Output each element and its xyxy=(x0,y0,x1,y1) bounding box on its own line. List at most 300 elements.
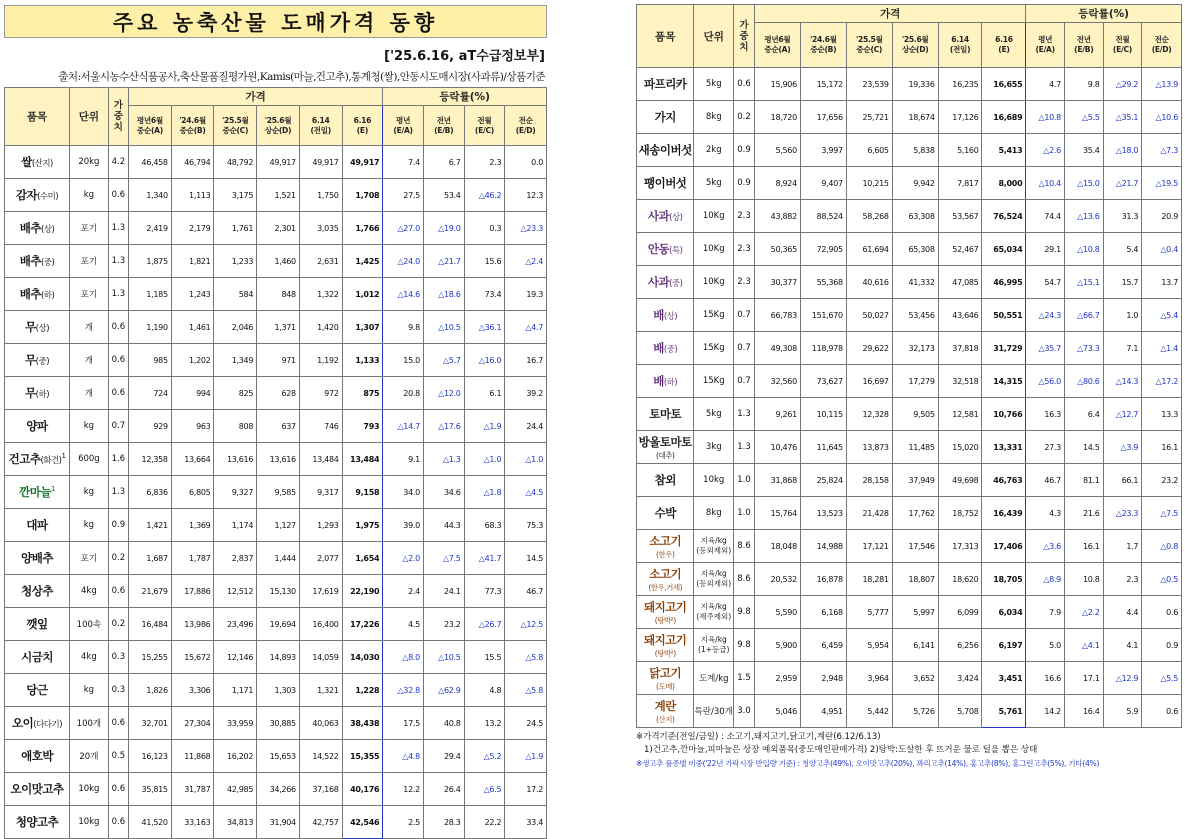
item-grade: (다다기) xyxy=(33,720,63,730)
item-unit: 5kg xyxy=(694,398,734,431)
rate-value: △1.9 xyxy=(464,410,505,443)
price-value: 2,419 xyxy=(129,212,172,245)
price-value: 5,777 xyxy=(846,596,892,629)
price-value: 25,721 xyxy=(846,101,892,134)
rate-value: 16.3 xyxy=(1026,398,1065,431)
item-grade: (하) xyxy=(663,378,678,388)
item-name xyxy=(5,476,70,509)
price-current: 46,995 xyxy=(982,266,1026,299)
header-price-group: 가격 xyxy=(754,5,1025,23)
item-label: 청상추 xyxy=(21,584,53,598)
item-label: 무 xyxy=(25,386,36,400)
rate-value: △10.6 xyxy=(1142,101,1182,134)
item-unit: 개 xyxy=(70,344,109,377)
price-value: 6,459 xyxy=(800,629,846,662)
price-value: 16,878 xyxy=(800,563,846,596)
rate-value: 68.3 xyxy=(464,509,505,542)
price-value: 11,485 xyxy=(892,431,938,464)
item-weight: 9.8 xyxy=(734,629,755,662)
price-value: 9,261 xyxy=(754,398,800,431)
item-name xyxy=(637,266,694,299)
price-value: 16,400 xyxy=(299,608,342,641)
item-label: 시금치 xyxy=(21,650,53,664)
table-row xyxy=(637,266,1182,299)
rate-value: 34.0 xyxy=(383,476,424,509)
price-value: 3,997 xyxy=(800,134,846,167)
item-name xyxy=(5,641,70,674)
price-value: 61,694 xyxy=(846,233,892,266)
rate-value: 66.1 xyxy=(1103,464,1142,497)
rate-value: △12.9 xyxy=(1103,662,1142,695)
price-value: 825 xyxy=(214,377,257,410)
table-row xyxy=(637,464,1182,497)
price-value: 2,631 xyxy=(299,245,342,278)
table-row xyxy=(5,575,547,608)
item-unit: 10Kg xyxy=(694,233,734,266)
price-value: 1,349 xyxy=(214,344,257,377)
price-value: 65,308 xyxy=(892,233,938,266)
price-value: 10,476 xyxy=(754,431,800,464)
price-value: 43,882 xyxy=(754,200,800,233)
price-value: 50,365 xyxy=(754,233,800,266)
item-label: 청양고추 xyxy=(15,815,59,829)
rate-value: △14.6 xyxy=(383,278,424,311)
rate-value: △5.5 xyxy=(1142,662,1182,695)
rate-value: 16.4 xyxy=(1064,695,1103,728)
table-row xyxy=(637,233,1182,266)
rate-value: 2.3 xyxy=(464,146,505,179)
rate-value: 4.3 xyxy=(1026,497,1065,530)
rate-value: △18.0 xyxy=(1103,134,1142,167)
page-title: 주요 농축산물 도매가격 동향 xyxy=(4,5,547,38)
rate-value: △0.5 xyxy=(1142,563,1182,596)
price-value: 3,424 xyxy=(938,662,982,695)
price-value: 5,160 xyxy=(938,134,982,167)
table-row xyxy=(637,299,1182,332)
price-value: 4,951 xyxy=(800,695,846,728)
rate-value: 7.4 xyxy=(383,146,424,179)
rate-value: 29.1 xyxy=(1026,233,1065,266)
table-row xyxy=(637,497,1182,530)
item-unit: 20kg xyxy=(70,146,109,179)
item-name xyxy=(5,278,70,311)
rate-value: 35.4 xyxy=(1064,134,1103,167)
rate-value: 17.1 xyxy=(1064,662,1103,695)
item-weight: 0.9 xyxy=(108,509,128,542)
price-value: 5,708 xyxy=(938,695,982,728)
rate-value: 20.8 xyxy=(383,377,424,410)
item-weight: 0.3 xyxy=(108,674,128,707)
item-weight: 0.6 xyxy=(108,311,128,344)
header-rate-col: 평년 (E/A) xyxy=(1026,23,1065,68)
item-grade: (수미) xyxy=(37,192,59,202)
price-value: 13,616 xyxy=(257,443,300,476)
item-weight: 0.7 xyxy=(734,365,755,398)
price-value: 33,959 xyxy=(214,707,257,740)
table-row xyxy=(5,146,547,179)
price-value: 42,985 xyxy=(214,773,257,806)
price-value: 12,328 xyxy=(846,398,892,431)
price-current: 793 xyxy=(342,410,383,443)
rate-value: 9.8 xyxy=(383,311,424,344)
rate-value: △1.4 xyxy=(1142,332,1182,365)
table-row xyxy=(5,443,547,476)
item-name xyxy=(637,200,694,233)
table-row xyxy=(637,365,1182,398)
rate-value: △5.7 xyxy=(423,344,464,377)
price-current: 15,355 xyxy=(342,740,383,773)
price-value: 9,317 xyxy=(299,476,342,509)
item-weight: 1.3 xyxy=(108,212,128,245)
price-value: 19,694 xyxy=(257,608,300,641)
item-weight: 1.6 xyxy=(108,443,128,476)
table-row xyxy=(5,674,547,707)
table-row xyxy=(637,332,1182,365)
rate-value: 7.1 xyxy=(1103,332,1142,365)
item-label: 사과 xyxy=(647,209,670,223)
item-weight: 0.6 xyxy=(108,377,128,410)
price-value: 16,235 xyxy=(938,68,982,101)
price-value: 13,986 xyxy=(171,608,214,641)
item-unit: 개 xyxy=(70,311,109,344)
table-row xyxy=(5,608,547,641)
price-value: 55,368 xyxy=(800,266,846,299)
footnote-marker: 1 xyxy=(50,485,55,494)
price-current: 10,766 xyxy=(982,398,1026,431)
item-label: 대파 xyxy=(26,518,48,532)
price-value: 32,701 xyxy=(129,707,172,740)
item-unit: 10Kg xyxy=(694,266,734,299)
rate-value: △62.9 xyxy=(423,674,464,707)
price-value: 1,371 xyxy=(257,311,300,344)
rate-value: 33.4 xyxy=(505,806,547,839)
rate-value: △32.8 xyxy=(383,674,424,707)
table-row xyxy=(637,563,1182,596)
item-name xyxy=(5,146,70,179)
price-value: 13,873 xyxy=(846,431,892,464)
rate-value: 46.7 xyxy=(505,575,547,608)
rate-value: 77.3 xyxy=(464,575,505,608)
price-value: 628 xyxy=(257,377,300,410)
table-row xyxy=(5,707,547,740)
price-value: 15,906 xyxy=(754,68,800,101)
price-value: 14,522 xyxy=(299,740,342,773)
rate-value: 24.1 xyxy=(423,575,464,608)
item-name xyxy=(637,662,694,695)
item-name xyxy=(637,332,694,365)
rate-value: 13.7 xyxy=(1142,266,1182,299)
price-value: 1,521 xyxy=(257,179,300,212)
price-value: 17,121 xyxy=(846,530,892,563)
price-value: 724 xyxy=(129,377,172,410)
price-value: 9,585 xyxy=(257,476,300,509)
table-row xyxy=(637,431,1182,464)
price-value: 17,279 xyxy=(892,365,938,398)
price-value: 1,293 xyxy=(299,509,342,542)
rate-value: 4.8 xyxy=(464,674,505,707)
item-grade: (중) xyxy=(35,357,50,367)
item-label: 당근 xyxy=(26,683,48,697)
header-rate-col: 전년 (E/B) xyxy=(423,106,464,146)
item-name xyxy=(5,179,70,212)
item-unit: 3kg xyxy=(694,431,734,464)
price-value: 18,620 xyxy=(938,563,982,596)
price-current: 3,451 xyxy=(982,662,1026,695)
item-name xyxy=(5,212,70,245)
rate-value: 15.7 xyxy=(1103,266,1142,299)
item-weight: 0.6 xyxy=(108,773,128,806)
price-value: 929 xyxy=(129,410,172,443)
price-value: 1,192 xyxy=(299,344,342,377)
price-value: 2,301 xyxy=(257,212,300,245)
item-label: 돼지고기 xyxy=(643,599,687,614)
price-value: 1,420 xyxy=(299,311,342,344)
rate-value: △23.3 xyxy=(505,212,547,245)
rate-value: 39.0 xyxy=(383,509,424,542)
item-label: 배 xyxy=(653,374,664,388)
price-current: 40,176 xyxy=(342,773,383,806)
price-value: 1,303 xyxy=(257,674,300,707)
price-value: 9,942 xyxy=(892,167,938,200)
price-value: 30,377 xyxy=(754,266,800,299)
item-unit: 15Kg xyxy=(694,365,734,398)
rate-value: 15.5 xyxy=(464,641,505,674)
item-name xyxy=(637,299,694,332)
rate-value: △27.0 xyxy=(383,212,424,245)
rate-value: △24.0 xyxy=(383,245,424,278)
item-name xyxy=(637,629,694,662)
table-row xyxy=(5,377,547,410)
table-row xyxy=(5,773,547,806)
price-current: 14,030 xyxy=(342,641,383,674)
price-value: 25,824 xyxy=(800,464,846,497)
footnote-pepper-share: ※생고추 품종별 비중('22년 가락시장 반입량 기준) : 청양고추(49%), 오이맛고추(20%), 꽈리고추(14%), 홍고추(8%), 홍그린고추(5%), 기타(4%) xyxy=(636,759,1100,768)
item-name xyxy=(637,695,694,728)
item-weight: 0.7 xyxy=(734,332,755,365)
rate-value: △12.0 xyxy=(423,377,464,410)
item-label: 방울토마토 xyxy=(638,434,692,449)
price-value: 12,512 xyxy=(214,575,257,608)
rate-value: 15.0 xyxy=(383,344,424,377)
price-value: 33,163 xyxy=(171,806,214,839)
price-value: 42,757 xyxy=(299,806,342,839)
header-price-col: '24.6월 중순(B) xyxy=(171,106,214,146)
price-value: 37,818 xyxy=(938,332,982,365)
header-price-group: 가격 xyxy=(129,88,383,106)
table-row xyxy=(5,509,547,542)
price-current: 13,331 xyxy=(982,431,1026,464)
rate-value: 14.5 xyxy=(505,542,547,575)
rate-value: △10.4 xyxy=(1026,167,1065,200)
price-value: 1,340 xyxy=(129,179,172,212)
item-qualifier: (산지) xyxy=(656,714,675,724)
price-current: 31,729 xyxy=(982,332,1026,365)
price-table-left xyxy=(4,87,547,839)
rate-value: △13.6 xyxy=(1064,200,1103,233)
rate-value: △35.1 xyxy=(1103,101,1142,134)
item-label: 참외 xyxy=(654,473,676,487)
price-value: 2,959 xyxy=(754,662,800,695)
item-name xyxy=(5,410,70,443)
item-name xyxy=(637,596,694,629)
header-price-col: 평년6월 중순(A) xyxy=(754,23,800,68)
item-label: 양배추 xyxy=(21,551,53,565)
rate-value: 27.3 xyxy=(1026,431,1065,464)
item-label: 깻잎 xyxy=(26,617,48,631)
price-value: 88,524 xyxy=(800,200,846,233)
price-value: 6,805 xyxy=(171,476,214,509)
item-weight: 0.6 xyxy=(108,575,128,608)
price-value: 17,546 xyxy=(892,530,938,563)
price-current: 1,307 xyxy=(342,311,383,344)
rate-value: 34.6 xyxy=(423,476,464,509)
rate-value: 14.5 xyxy=(1064,431,1103,464)
price-current: 46,763 xyxy=(982,464,1026,497)
item-grade: (화건) xyxy=(40,456,62,466)
item-unit: 100개 xyxy=(70,707,109,740)
price-current: 14,315 xyxy=(982,365,1026,398)
rate-value: 16.1 xyxy=(1064,530,1103,563)
table-body xyxy=(5,146,547,839)
rate-value: △23.3 xyxy=(1103,497,1142,530)
item-weight: 8.6 xyxy=(734,530,755,563)
price-value: 5,442 xyxy=(846,695,892,728)
item-grade: (상) xyxy=(35,324,50,334)
price-value: 1,687 xyxy=(129,542,172,575)
price-value: 50,027 xyxy=(846,299,892,332)
item-name xyxy=(5,509,70,542)
price-value: 9,327 xyxy=(214,476,257,509)
left-page xyxy=(4,5,547,839)
item-unit: 지육/kg (1+등급) xyxy=(694,629,734,662)
price-value: 1,761 xyxy=(214,212,257,245)
item-name xyxy=(637,530,694,563)
table-row xyxy=(5,179,547,212)
rate-value: 44.3 xyxy=(423,509,464,542)
item-name xyxy=(5,773,70,806)
item-label: 새송이버섯 xyxy=(638,143,692,157)
price-value: 13,484 xyxy=(299,443,342,476)
price-value: 37,949 xyxy=(892,464,938,497)
price-value: 47,085 xyxy=(938,266,982,299)
price-current: 8,000 xyxy=(982,167,1026,200)
price-value: 12,581 xyxy=(938,398,982,431)
price-value: 23,539 xyxy=(846,68,892,101)
rate-value: △4.7 xyxy=(505,311,547,344)
rate-value: 12.3 xyxy=(505,179,547,212)
rate-value: △8.9 xyxy=(1026,563,1065,596)
header-item: 품목 xyxy=(637,5,694,68)
table-header xyxy=(637,5,1182,68)
item-weight: 0.2 xyxy=(108,608,128,641)
price-value: 13,616 xyxy=(214,443,257,476)
price-current: 1,133 xyxy=(342,344,383,377)
rate-value: 16.1 xyxy=(1142,431,1182,464)
price-value: 1,322 xyxy=(299,278,342,311)
price-current: 38,438 xyxy=(342,707,383,740)
table-row xyxy=(637,662,1182,695)
rate-value: △7.3 xyxy=(1142,134,1182,167)
rate-value: 29.4 xyxy=(423,740,464,773)
item-label: 양파 xyxy=(26,419,48,433)
price-table-right xyxy=(636,4,1182,728)
price-value: 5,954 xyxy=(846,629,892,662)
item-unit: 포기 xyxy=(70,278,109,311)
table-row xyxy=(637,695,1182,728)
item-grade: (상) xyxy=(663,312,678,322)
price-value: 49,917 xyxy=(299,146,342,179)
price-value: 32,560 xyxy=(754,365,800,398)
price-value: 49,698 xyxy=(938,464,982,497)
rate-value: 6.1 xyxy=(464,377,505,410)
price-value: 3,035 xyxy=(299,212,342,245)
header-price-col: 6.14 (전일) xyxy=(299,106,342,146)
rate-value: △1.9 xyxy=(505,740,547,773)
rate-value: △1.3 xyxy=(423,443,464,476)
price-value: 15,020 xyxy=(938,431,982,464)
price-value: 118,978 xyxy=(800,332,846,365)
item-weight: 0.6 xyxy=(108,344,128,377)
item-unit: 5kg xyxy=(694,68,734,101)
table-row xyxy=(5,245,547,278)
rate-value: 22.2 xyxy=(464,806,505,839)
price-value: 18,720 xyxy=(754,101,800,134)
price-value: 17,126 xyxy=(938,101,982,134)
rate-value: △46.2 xyxy=(464,179,505,212)
rate-value: △17.2 xyxy=(1142,365,1182,398)
item-unit: 포기 xyxy=(70,542,109,575)
rate-value: 15.6 xyxy=(464,245,505,278)
rate-value: △2.4 xyxy=(505,245,547,278)
rate-value: △5.8 xyxy=(505,641,547,674)
rate-value: 6.4 xyxy=(1064,398,1103,431)
item-grade: (상) xyxy=(669,213,683,223)
table-row xyxy=(5,806,547,839)
price-value: 8,924 xyxy=(754,167,800,200)
right-page xyxy=(636,4,1182,770)
footnote-definitions: 1)건고추,깐마늘,피마늘은 상장 예외품목(중도매인판매가격) 2)탕박:도살한 후 뜨거운 물로 털을 뽑은 상태 xyxy=(644,745,1038,755)
header-price-col: 6.16 (E) xyxy=(342,106,383,146)
rate-value: △15.0 xyxy=(1064,167,1103,200)
rate-value: 6.7 xyxy=(423,146,464,179)
rate-value: △12.7 xyxy=(1103,398,1142,431)
item-name xyxy=(5,674,70,707)
price-value: 5,726 xyxy=(892,695,938,728)
rate-value: 28.3 xyxy=(423,806,464,839)
price-value: 1,460 xyxy=(257,245,300,278)
item-unit: 15Kg xyxy=(694,299,734,332)
price-value: 963 xyxy=(171,410,214,443)
rate-value: 23.2 xyxy=(423,608,464,641)
item-unit: 도계/kg xyxy=(694,662,734,695)
item-weight: 2.3 xyxy=(734,233,755,266)
rate-value: △10.8 xyxy=(1026,101,1065,134)
item-weight: 3.0 xyxy=(734,695,755,728)
price-value: 9,505 xyxy=(892,398,938,431)
item-name xyxy=(637,431,694,464)
price-value: 40,063 xyxy=(299,707,342,740)
rate-value: △2.2 xyxy=(1064,596,1103,629)
price-current: 1,012 xyxy=(342,278,383,311)
rate-value: 75.3 xyxy=(505,509,547,542)
price-current: 6,034 xyxy=(982,596,1026,629)
item-weight: 0.3 xyxy=(108,641,128,674)
rate-value: 12.2 xyxy=(383,773,424,806)
item-label: 소고기 xyxy=(649,566,682,581)
price-value: 35,815 xyxy=(129,773,172,806)
table-row xyxy=(5,410,547,443)
item-weight: 8.6 xyxy=(734,563,755,596)
